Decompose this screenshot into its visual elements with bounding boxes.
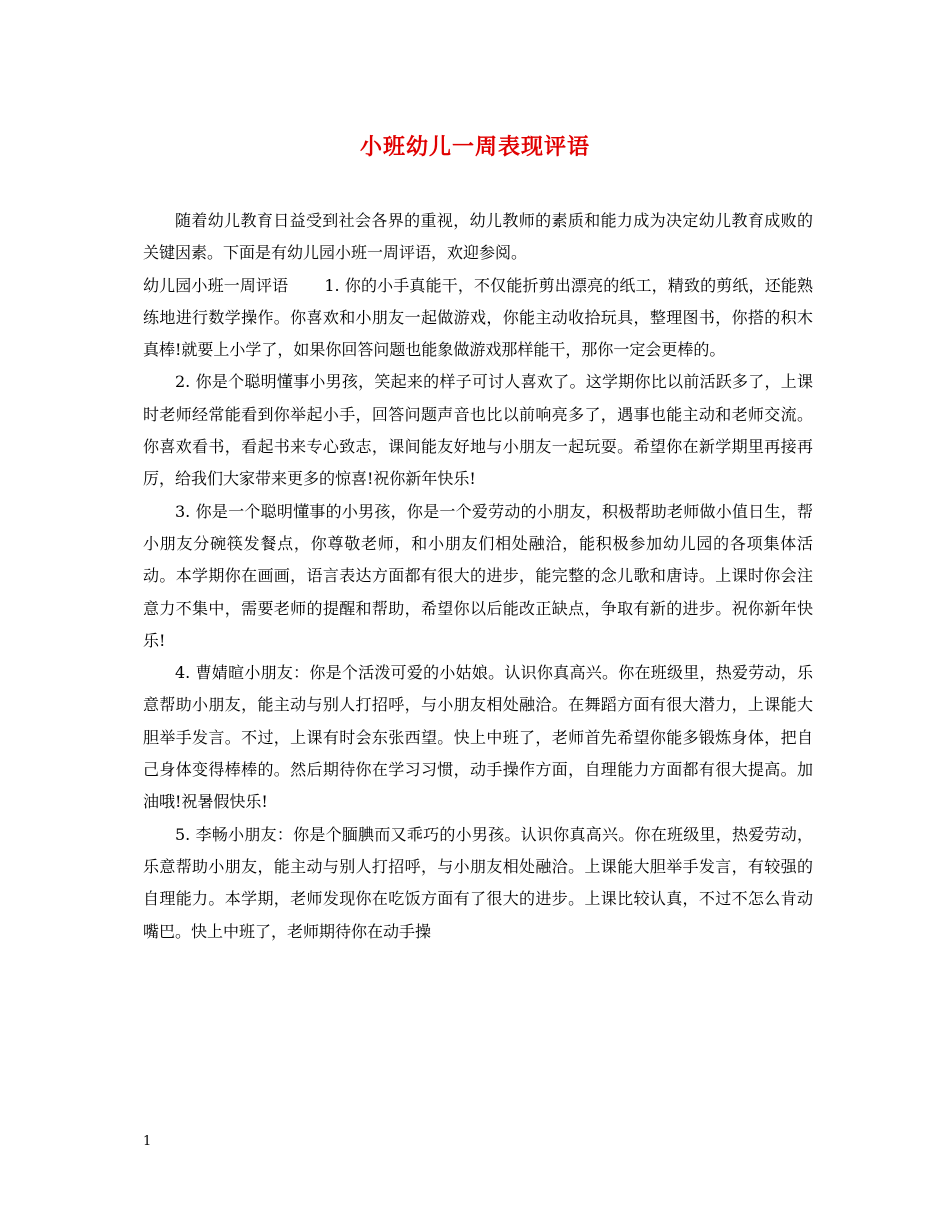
comment-paragraph-1: [143, 270, 813, 367]
comment-paragraph-5: 5. 李畅小朋友：你是个腼腆而又乖巧的小男孩。认识你真高兴。你在班级里，热爱劳动，乐意帮助小朋友，能主动与别人打招呼，与小朋友相处融洽。上课能大胆举手发言，有较强的自理能力。本学期，老师发现你在吃饭方面有了很大的进步。上课比较认真，不过不怎么肯动嘴巴。快上中班了，老师期待你在动手操: [143, 824, 813, 941]
comment-text-1: 1. 你的小手真能干，不仅能折剪出漂亮的纸工，精致的剪纸，还能熟练地进行数学操作。你喜欢和小朋友一起做游戏，你能主动收拾玩具，整理图书，你搭的积木真棒!就要上小学了，如果你回答问题也能象做游戏那样能干，那你一定会更棒的。: [143, 275, 813, 360]
comment-paragraph-2: 2. 你是个聪明懂事小男孩，笑起来的样子可讨人喜欢了。这学期你比以前活跃多了，上课时老师经常能看到你举起小手，回答问题声音也比以前响亮多了，遇事也能主动和老师交流。你喜欢看书，看起书来专心致志，课间能友好地与小朋友一起玩耍。希望你在新学期里再接再厉，给我们大家带来更多的惊喜!祝你新年快乐!: [143, 372, 813, 489]
page-number: 1: [143, 1134, 152, 1149]
document-body: [143, 205, 813, 948]
comment-paragraph-4: 4. 曹婧暄小朋友：你是个活泼可爱的小姑娘。认识你真高兴。你在班级里，热爱劳动，乐意帮助小朋友，能主动与别人打招呼，与小朋友相处融洽。在舞蹈方面有很大潜力，上课能大胆举手发言。不过，上课有时会东张西望。快上中班了，老师首先希望你能多锻炼身体，把自己身体变得棒棒的。然后期待你在学习习惯，动手操作方面，自理能力方面都有很大提高。加油哦!祝暑假快乐!: [143, 663, 813, 812]
section-heading: 幼儿园小班一周评语: [143, 275, 289, 295]
comment-paragraph-3: 3. 你是一个聪明懂事的小男孩，你是一个爱劳动的小朋友，积极帮助老师做小值日生，帮小朋友分碗筷发餐点，你尊敬老师，和小朋友们相处融洽，能积极参加幼儿园的各项集体活动。本学期你在画画，语言表达方面都有很大的进步，能完整的念儿歌和唐诗。上课时你会注意力不集中，需要老师的提醒和帮助，希望你以后能改正缺点，争取有新的进步。祝你新年快乐!: [143, 501, 813, 650]
document-title: 小班幼儿一周表现评语: [359, 134, 590, 160]
intro-paragraph: 随着幼儿教育日益受到社会各界的重视，幼儿教师的素质和能力成为决定幼儿教育成败的关键因素。下面是有幼儿园小班一周评语，欢迎参阅。: [143, 211, 813, 263]
